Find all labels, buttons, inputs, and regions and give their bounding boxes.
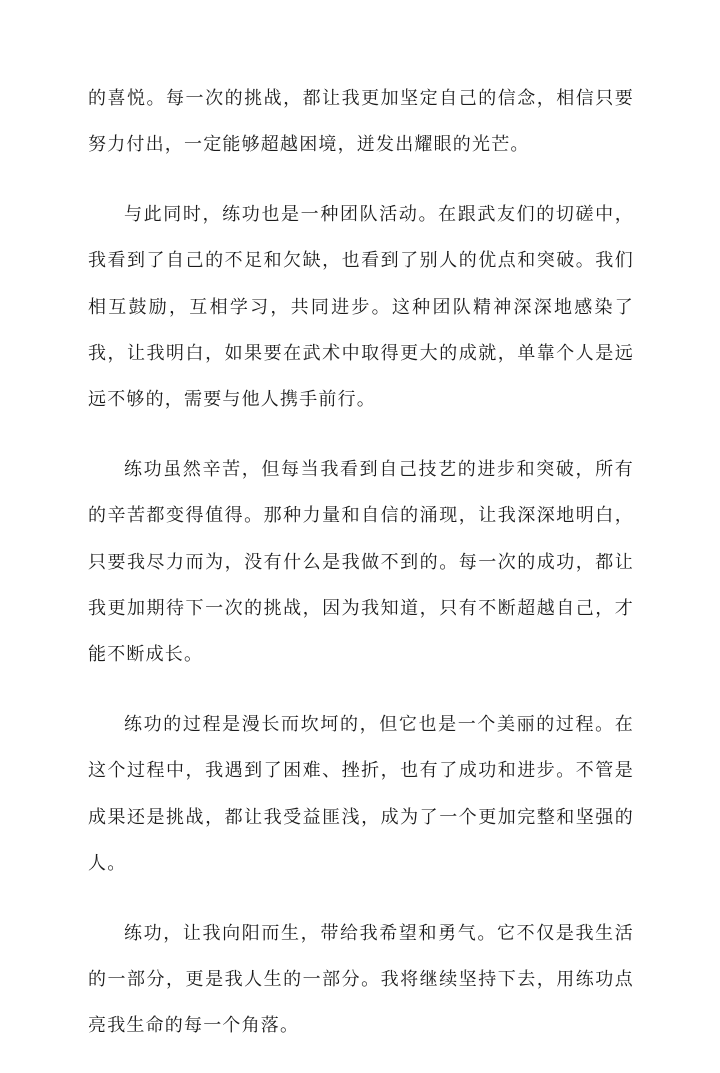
paragraph-conclusion: 练功，让我向阳而生，带给我希望和勇气。它不仅是我生活的一部分，更是我人生的一部分。我将继续坚持下去，用练功点亮我生命的每一个角落。 <box>88 922 634 1037</box>
paragraph-progress: 练功虽然辛苦，但每当我看到自己技艺的进步和突破，所有的辛苦都变得值得。那种力量和自信的涌现，让我深深地明白，只要我尽力而为，没有什么是我做不到的。每一次的成功，都让我更加期待下一次的挑战，因为我知道，只有不断超越自己，才能不断成长。 <box>88 458 634 666</box>
paragraph-process: 练功的过程是漫长而坎坷的，但它也是一个美丽的过程。在这个过程中，我遇到了困难、挫折，也有了成功和进步。不管是成果还是挑战，都让我受益匪浅，成为了一个更加完整和坚强的人。 <box>88 713 634 875</box>
paragraph-team-activity: 与此同时，练功也是一种团队活动。在跟武友们的切磋中，我看到了自己的不足和欠缺，也看到了别人的优点和突破。我们相互鼓励，互相学习，共同进步。这种团队精神深深地感染了我，让我明白，如果要在武术中取得更大的成就，单靠个人是远远不够的，需要与他人携手前行。 <box>88 203 634 411</box>
document-page <box>88 76 634 1073</box>
paragraph-continuation: 的喜悦。每一次的挑战，都让我更加坚定自己的信念，相信只要努力付出，一定能够超越困境，迸发出耀眼的光芒。 <box>88 88 634 156</box>
